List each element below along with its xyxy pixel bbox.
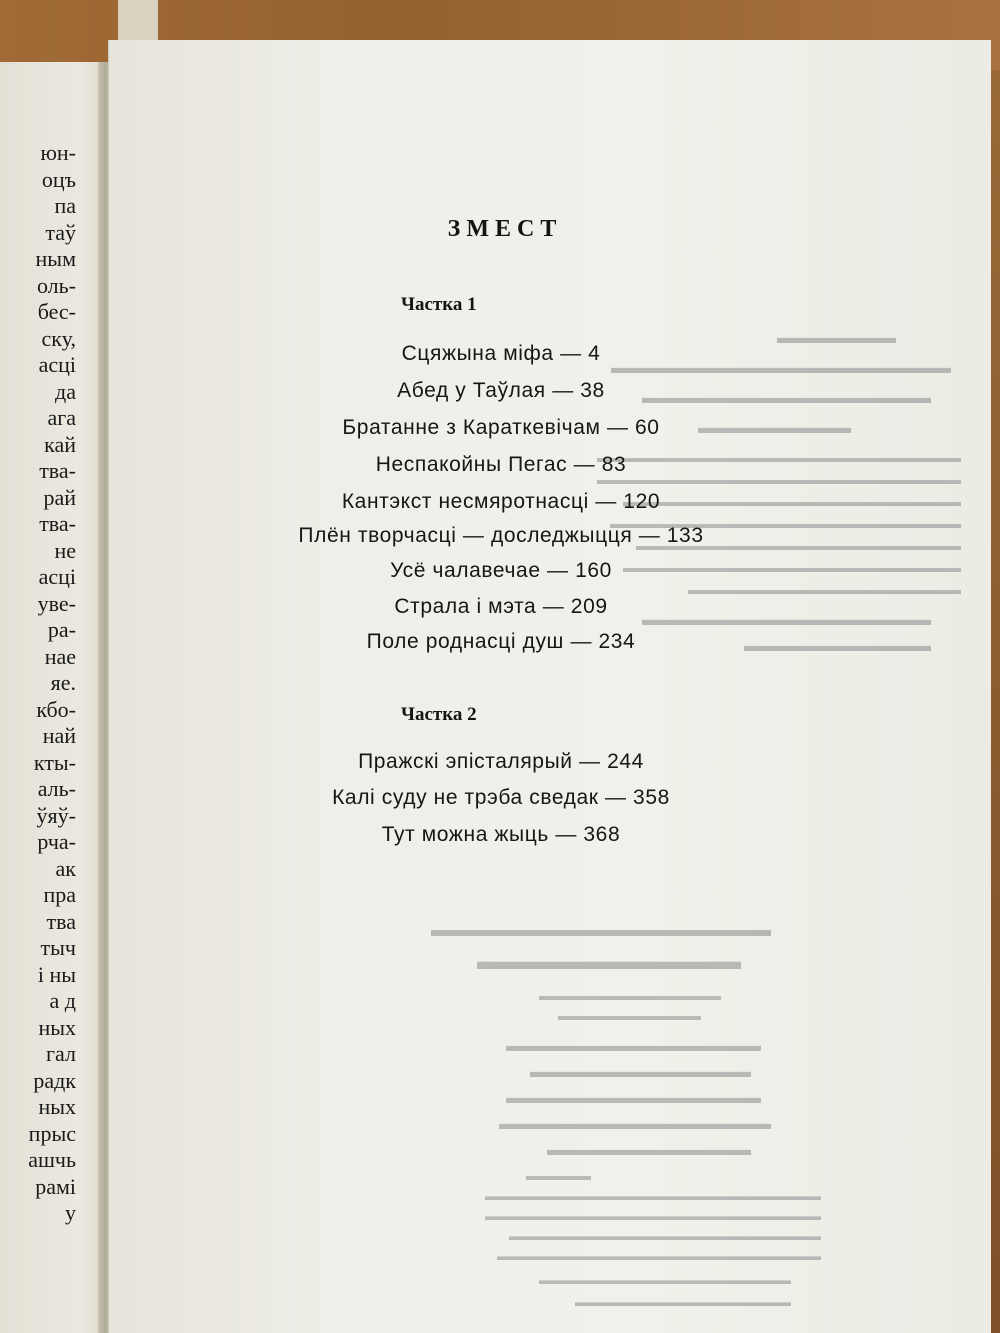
left-page-line: ра-	[47, 617, 76, 642]
show-through-print: ▬▬▬▬▬▬▬ ▬▬▬▬▬▬▬▬▬▬▬▬▬▬▬▬▬▬▬▬ ▬▬▬▬▬▬▬▬▬▬▬▬▬▬▬▬▬ ▬▬▬▬▬▬▬▬▬ ▬▬▬▬▬▬▬▬▬▬▬▬▬▬▬▬▬▬▬▬▬▬▬▬▬▬▬▬ ▬▬▬▬▬▬▬▬▬▬▬▬▬▬▬▬▬▬▬▬▬▬▬▬▬▬▬▬ ▬▬▬▬▬▬▬▬▬▬▬▬▬▬▬▬▬▬▬▬▬▬▬▬▬▬ ▬▬▬▬▬▬▬▬▬▬▬▬▬▬▬▬▬▬▬▬▬▬▬▬▬▬▬ ▬▬▬▬▬▬▬▬▬▬▬▬▬▬▬▬▬▬▬▬▬▬▬▬▬ ▬▬▬▬▬▬▬▬▬▬▬▬▬▬▬▬▬▬▬▬▬▬▬▬▬▬ ▬▬▬▬▬▬▬▬▬▬▬▬▬▬▬▬▬▬▬▬▬ ▬▬▬▬▬▬▬▬▬▬▬▬▬▬▬▬▬ ▬▬▬▬▬▬▬▬▬▬▬ ▬▬▬▬▬▬▬▬▬▬▬▬▬▬▬▬▬ ▬▬▬▬▬▬▬▬▬▬▬ ▬▬▬▬▬▬▬▬▬▬▬▬▬▬ ▬▬▬▬▬▬▬▬▬▬▬ ▬▬▬▬▬▬▬▬▬▬▬▬▬▬▬ ▬▬▬▬▬▬▬▬▬▬▬▬▬ ▬▬▬▬▬▬▬▬▬▬▬▬▬▬▬ ▬▬▬▬▬▬▬▬▬▬▬▬▬▬▬▬ ▬▬▬▬▬▬▬▬▬▬▬▬ ▬▬▬▬▬ ▬▬▬▬▬▬▬▬▬▬▬▬▬▬▬▬▬▬▬▬▬▬▬▬▬▬▬▬ ▬▬▬▬▬▬▬▬▬▬▬▬▬▬▬▬▬▬▬▬▬▬▬▬▬▬▬▬ ▬▬▬▬▬▬▬▬▬▬▬▬▬▬▬▬▬▬▬▬▬▬▬▬▬▬ ▬▬▬▬▬▬▬▬▬▬▬▬▬▬▬▬▬▬▬▬▬▬▬▬▬▬▬ ▬▬▬▬▬▬▬▬▬▬▬▬▬▬▬▬▬▬▬▬▬ ▬▬▬▬▬▬▬▬▬▬▬▬▬▬▬▬▬▬	[431, 328, 961, 1309]
toc-entry: Пражскі эпісталярый — 244	[358, 750, 644, 773]
toc-entry: Страла і мэта — 209	[394, 595, 608, 618]
left-page-line: і ны	[37, 961, 76, 987]
left-page-line: таў	[45, 219, 76, 245]
left-page-line: гал	[46, 1041, 76, 1066]
part-2-label: Частка 2	[401, 704, 477, 725]
left-page-line: не	[54, 537, 76, 563]
toc-title: ЗМЕСТ	[447, 216, 563, 242]
left-page-line: оцъ	[41, 166, 76, 192]
toc-entry: Калі суду не трэба сведак — 358	[332, 786, 670, 809]
left-page-line: ага	[47, 405, 76, 430]
left-page-line: ўяў-	[36, 802, 76, 828]
left-page-line: кты-	[33, 749, 76, 775]
table-of-contents	[109, 40, 991, 1333]
toc-entry: Поле роднасці душ — 234	[366, 630, 636, 653]
left-page-line: радк	[33, 1067, 76, 1093]
left-page-line: юн-	[40, 140, 76, 165]
left-page-line: да	[55, 378, 76, 404]
left-page-line: кбо-	[36, 696, 76, 722]
left-page-line: ных	[38, 1094, 76, 1119]
left-page-line: ных	[38, 1014, 76, 1040]
toc-entry: Усё чалавечае — 160	[390, 559, 612, 582]
left-page-line: тва-	[39, 511, 76, 536]
left-page-line: бес-	[37, 299, 76, 324]
toc-entry: Абед у Таўлая — 38	[397, 379, 605, 402]
left-page-line: асці	[38, 352, 76, 377]
toc-entry: Тут можна жыць — 368	[381, 823, 621, 846]
left-page-line: тва	[46, 908, 76, 934]
left-page-line: оль-	[36, 272, 76, 298]
left-page-line: уве-	[37, 590, 76, 616]
toc-entry: Кантэкст несмяротнасці — 120	[341, 490, 661, 513]
left-page-line: най	[42, 723, 76, 748]
toc-entry: Братанне з Караткевічам — 60	[342, 416, 660, 439]
left-page-line: ску,	[41, 325, 76, 351]
left-page-line: тва-	[39, 458, 76, 483]
left-page-line: асці	[38, 564, 76, 589]
right-page	[108, 40, 991, 1333]
left-page-line: нае	[44, 643, 76, 669]
left-page-line: аль-	[37, 776, 76, 801]
left-page-line: рай	[43, 484, 76, 510]
left-page-line: ным	[35, 246, 76, 271]
left-page-line: кай	[44, 431, 76, 457]
left-page-line: ак	[55, 855, 76, 881]
left-page-line: рча-	[37, 829, 76, 854]
toc-entry: Плён творчасці — доследжыцця — 133	[298, 524, 704, 547]
left-page	[0, 62, 112, 1333]
left-page-line: па	[54, 193, 76, 218]
toc-entry: Неспакойны Пегас — 83	[375, 453, 627, 476]
left-page-line: пра	[43, 882, 76, 907]
left-page-line: у	[65, 1200, 76, 1225]
toc-entry: Сцяжына міфа — 4	[401, 342, 601, 365]
left-page-line: яе.	[50, 670, 76, 695]
part-1-label: Частка 1	[401, 294, 477, 315]
left-page-line: ашчь	[28, 1147, 76, 1172]
left-page-line: прыс	[28, 1120, 76, 1146]
left-page-text-column	[0, 140, 76, 1227]
left-page-line: тыч	[40, 935, 76, 960]
left-page-line: рамі	[35, 1173, 76, 1199]
left-page-line: а д	[49, 988, 76, 1013]
